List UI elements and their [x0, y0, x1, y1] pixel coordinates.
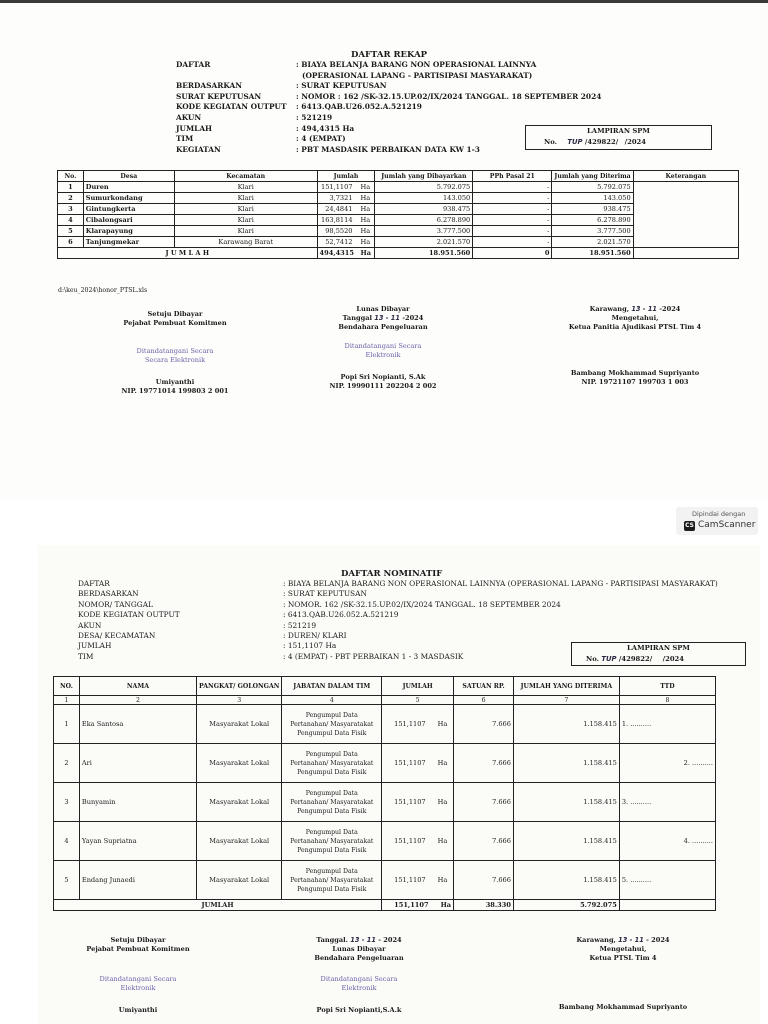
lampiran2-year: /2024 [662, 655, 685, 663]
lampiran-spm-box [525, 125, 712, 150]
row-dibayarkan: 143.050 [375, 193, 473, 204]
rekap-header-value: : 494,4315 Ha [296, 123, 355, 133]
nominatif-header-key: DESA/ KECAMATAN [78, 631, 156, 640]
nominatif-header-row [78, 579, 718, 589]
rekap-page [0, 0, 768, 500]
nominatif-col-number: 7 [513, 696, 619, 705]
jumlah-cell [317, 204, 375, 215]
jumlah-unit: Ha [437, 759, 448, 767]
row-satuan: 7.666 [454, 705, 514, 744]
row-diterima: 3.777.500 [552, 226, 633, 237]
lampiran-spm-box-2 [571, 642, 746, 666]
sig-ppk-line1: Setuju Dibayar [147, 310, 203, 318]
row-desa: Klarapayung [83, 226, 174, 237]
jabatan-line1: Pengumpul Data [305, 750, 358, 758]
sig2-bend-title: Bendahara Pengeluaran [314, 954, 404, 962]
rekap-col-header: Desa [83, 171, 174, 182]
rekap-col-header: Kecamatan [174, 171, 317, 182]
row-jabatan [282, 822, 382, 861]
row-diterima: 143.050 [552, 193, 633, 204]
nominatif-col-number: 2 [79, 696, 196, 705]
nominatif-header-key: KODE KEGIATAN OUTPUT [78, 610, 180, 620]
rekap-table-body [58, 182, 739, 259]
row-diterima: 6.278.890 [552, 215, 633, 226]
row-desa: Sumurkondang [83, 193, 174, 204]
sig-bend-stamp1: Ditandatangani Secara [344, 342, 422, 350]
rekap-header-key: TIM [176, 134, 194, 144]
table-total-row [58, 248, 739, 259]
jabatan-line2: Pertanahan/ Masyaratakat [290, 720, 374, 728]
jumlah-value: 52,7412 [325, 238, 353, 246]
jumlah-value: 151,1107 [394, 720, 426, 728]
nominatif-col-number: 1 [54, 696, 80, 705]
sig2-block-ketua [543, 936, 703, 1012]
rekap-header-value: (OPERASIONAL LAPANG - PARTISIPASI MASYARAKAT) [302, 70, 533, 80]
rekap-col-header: Jumlah [317, 171, 375, 182]
row-kecamatan: Klari [174, 215, 317, 226]
row-no: 2 [54, 744, 80, 783]
row-jumlah [382, 822, 454, 861]
sig-ketua-nip: NIP. 19721107 199703 1 003 [581, 378, 689, 386]
row-no: 1 [58, 182, 84, 193]
nominatif-col-number: 5 [382, 696, 454, 705]
jabatan-line3: Pengumpul Data Fisik [297, 846, 367, 854]
sig-ppk-name: Umiyanthi [155, 378, 195, 386]
jumlah-cell [317, 248, 375, 259]
rekap-header-value: : NOMOR : 162 /SK-32.15.UP.02/IX/2024 TANGGAL. 18 SEPTEMBER 2024 [296, 91, 602, 101]
rekap-table [57, 170, 739, 259]
row-jumlah [382, 861, 454, 900]
sig-ppk-nip: NIP. 19771014 199803 2 001 [121, 387, 229, 395]
nominatif-header-key: JUMLAH [78, 641, 112, 651]
sig2-ketua-name: Bambang Mokhammad Supriyanto [558, 1003, 688, 1011]
jumlah-unit: Ha [360, 194, 371, 202]
nominatif-col-number: 3 [197, 696, 282, 705]
sig2-ketua-mengetahui: Mengetahui, [599, 945, 647, 953]
total-diterima: 18.951.560 [552, 248, 633, 259]
sig-bend-nip: NIP. 19990111 202204 2 002 [329, 382, 437, 390]
row-ttd: 1. .......... [619, 705, 715, 744]
row-jumlah [382, 744, 454, 783]
table-row [54, 861, 716, 900]
sig2-bend-stamp2: Elektronik [341, 984, 377, 992]
row-no: 1 [54, 705, 80, 744]
jabatan-line1: Pengumpul Data [305, 867, 358, 875]
row-kecamatan: Klari [174, 182, 317, 193]
row-nama: Ari [79, 744, 196, 783]
rekap-header-row [176, 71, 532, 81]
jabatan-line1: Pengumpul Data [305, 828, 358, 836]
jumlah-value: 98,5520 [325, 227, 353, 235]
row-keterangan [633, 182, 738, 248]
jumlah-unit: Ha [360, 249, 372, 257]
jumlah-unit: Ha [437, 837, 448, 845]
jumlah-unit: Ha [437, 876, 448, 884]
nominatif-header-value: : 521219 [283, 620, 317, 630]
row-diterima: 5.792.075 [552, 182, 633, 193]
sig-ketua-year: -2024 [659, 305, 681, 313]
nominatif-header-row [78, 621, 316, 631]
row-pph: - [473, 193, 552, 204]
row-kecamatan: Karawang Barat [174, 237, 317, 248]
nominatif-col-header: NAMA [79, 677, 196, 696]
nominatif-header-row [78, 610, 399, 620]
row-no: 4 [58, 215, 84, 226]
row-jabatan [282, 861, 382, 900]
rekap-header-row [176, 102, 422, 112]
sig2-bend-stamp1: Ditandatangani Secara [320, 975, 398, 983]
sig2-ppk-name: Umiyanthi [118, 1006, 158, 1014]
jumlah-unit: Ha [360, 227, 371, 235]
row-desa: Cibalongsari [83, 215, 174, 226]
row-nama: Endang Junaedi [79, 861, 196, 900]
row-nama: Bunyamin [79, 783, 196, 822]
nominatif-header-key: BERDASARKAN [78, 589, 139, 599]
jumlah-value: 163,8114 [321, 216, 353, 224]
row-nama: Yayan Supriatna [79, 822, 196, 861]
rekap-header-value: : 4 (EMPAT) [296, 134, 346, 144]
nominatif-col-header: JUMLAH [382, 677, 454, 696]
jumlah-value: 494,4315 [319, 249, 354, 257]
rekap-header-row [176, 145, 480, 155]
lampiran-title: LAMPIRAN SPM [587, 127, 650, 135]
sig2-bend-lunas: Lunas Dibayar [332, 945, 386, 953]
rekap-header-row [176, 113, 332, 123]
jabatan-line1: Pengumpul Data [305, 789, 358, 797]
nominatif-title: DAFTAR NOMINATIF [341, 569, 443, 579]
nominatif-col-number: 4 [282, 696, 382, 705]
total-satuan: 38.330 [454, 900, 514, 911]
nominatif-col-number: 8 [619, 696, 715, 705]
nominatif-col-header: NO. [54, 677, 80, 696]
row-jumlah [382, 783, 454, 822]
jumlah-unit: Ha [440, 901, 452, 909]
row-jabatan [282, 744, 382, 783]
sig2-ppk-line2: Pejabat Pembuat Komitmen [86, 945, 190, 953]
lampiran-number [526, 136, 711, 148]
rekap-header-key: SURAT KEPUTUSAN [176, 91, 262, 101]
rekap-header-row [176, 134, 346, 144]
nominatif-header-key: TIM [78, 651, 94, 661]
nominatif-col-header: JABATAN DALAM TIM [282, 677, 382, 696]
sig-ketua-name: Bambang Mokhammad Supriyanto [570, 369, 700, 377]
rekap-title: DAFTAR REKAP [351, 50, 428, 60]
row-diterima: 1.158.415 [513, 705, 619, 744]
jumlah-value: 151,1107 [394, 901, 429, 909]
row-satuan: 7.666 [454, 783, 514, 822]
sig2-ppk-stamp1: Ditandatangani Secara [99, 975, 177, 983]
rekap-col-header: Keterangan [633, 171, 738, 182]
sig-ketua-title: Ketua Panitia Ajudikasi PTSL Tim 4 [568, 323, 702, 331]
jumlah-unit: Ha [360, 205, 371, 213]
nominatif-column-numbers [54, 696, 716, 705]
jumlah-unit: Ha [437, 720, 448, 728]
rekap-header-key: AKUN [176, 113, 202, 122]
sig2-ppk-line1: Setuju Dibayar [110, 936, 166, 944]
row-nama: Eka Santosa [79, 705, 196, 744]
sig-block-bendahara [318, 305, 448, 391]
sig-bend-line0: Lunas Dibayar [356, 305, 410, 313]
jumlah-value: 151,1107 [394, 798, 426, 806]
total-pph: 0 [473, 248, 552, 259]
lampiran2-number [572, 653, 745, 665]
sig-bend-stamp2: Elektronik [365, 351, 401, 359]
sig-bend-year: -2024 [402, 314, 424, 322]
row-ttd: 2. .......... [619, 744, 715, 783]
rekap-header-row [176, 92, 601, 102]
row-pangkat: Masyarakat Lokal [197, 783, 282, 822]
nominatif-page [38, 545, 760, 1024]
row-desa: Tanjungmekar [83, 237, 174, 248]
sig2-ketua-city: Karawang, [576, 936, 616, 944]
table-row [58, 182, 739, 193]
nominatif-header-value: : NOMOR. 162 /SK-32.15.UP.02/IX/2024 TANGGAL. 18 SEPTEMBER 2024 [283, 599, 561, 609]
jabatan-line3: Pengumpul Data Fisik [297, 729, 367, 737]
table-row [54, 783, 716, 822]
rekap-header-value: : BIAYA BELANJA BARANG NON OPERASIONAL LAINNYA [296, 60, 537, 69]
rekap-col-header: PPh Pasal 21 [473, 171, 552, 182]
nominatif-header-value: : 4 (EMPAT) - PBT PERBAIKAN 1 - 3 MASDASIK [283, 651, 464, 661]
nominatif-col-number: 6 [454, 696, 514, 705]
sig2-bend-date-hand: 13 - 11 [350, 936, 376, 944]
row-pangkat: Masyarakat Lokal [197, 744, 282, 783]
nominatif-col-header: PANGKAT/ GOLONGAN [197, 677, 282, 696]
jabatan-line2: Pertanahan/ Masyaratakat [290, 759, 374, 767]
total-jumlah [382, 900, 454, 911]
sig2-ketua-year: - 2024 [646, 936, 670, 944]
camscanner-logo-icon: CS [685, 522, 694, 529]
rekap-header-value: : SURAT KEPUTUSAN [296, 81, 387, 91]
sig2-block-ppk [78, 936, 198, 1015]
sig-block-ppk [110, 310, 240, 396]
sig-ketua-date-hand: 13 - 11 [631, 305, 657, 313]
row-no: 4 [54, 822, 80, 861]
jabatan-line2: Pertanahan/ Masyaratakat [290, 798, 374, 806]
lampiran2-no-label: No. [586, 655, 599, 663]
rekap-header-value: : 521219 [296, 113, 333, 122]
row-no: 3 [54, 783, 80, 822]
row-diterima: 1.158.415 [513, 783, 619, 822]
table-row [54, 822, 716, 861]
row-dibayarkan: 6.278.890 [375, 215, 473, 226]
row-diterima: 1.158.415 [513, 861, 619, 900]
sig-ketua-mengetahui: Mengetahui, [611, 314, 659, 322]
table-total-row [54, 900, 716, 911]
page-top-edge [0, 0, 768, 3]
nominatif-header-row [78, 652, 463, 662]
row-pph: - [473, 226, 552, 237]
row-no: 5 [58, 226, 84, 237]
row-diterima: 938.475 [552, 204, 633, 215]
sig2-bend-tanggal: Tanggal. [316, 936, 348, 944]
nominatif-header-row [78, 641, 336, 651]
total-keterangan [633, 248, 738, 259]
jumlah-value: 3,7321 [329, 194, 353, 202]
nominatif-col-header: JUMLAH YANG DITERIMA [513, 677, 619, 696]
rekap-header-key: JUMLAH [176, 123, 213, 133]
rekap-header-row [176, 124, 354, 134]
row-pph: - [473, 204, 552, 215]
sig-block-ketua [555, 305, 715, 387]
row-diterima: 2.021.570 [552, 237, 633, 248]
row-kecamatan: Klari [174, 226, 317, 237]
lampiran-year: /2024 [624, 138, 647, 146]
nominatif-header-row [78, 631, 347, 641]
sig-bend-tanggal: Tanggal [342, 314, 372, 322]
total-diterima: 5.792.075 [513, 900, 619, 911]
nominatif-col-header: SATUAN RP. [454, 677, 514, 696]
row-satuan: 7.666 [454, 861, 514, 900]
rekap-col-header: Jumlah yang Dibayarkan [375, 171, 473, 182]
rekap-col-header: Jumlah yang Diterima [552, 171, 633, 182]
nominatif-header-value: : BIAYA BELANJA BARANG NON OPERASIONAL LAINNYA (OPERASIONAL LAPANG - PARTISIPASI MASYARAKAT) [283, 579, 718, 588]
row-diterima: 1.158.415 [513, 822, 619, 861]
sig2-ketua-date-hand: 13 - 11 [618, 936, 644, 944]
lampiran2-ref: /429822/ [618, 655, 653, 663]
row-pangkat: Masyarakat Lokal [197, 822, 282, 861]
jumlah-value: 151,1107 [394, 876, 426, 884]
row-desa: Duren [83, 182, 174, 193]
row-dibayarkan: 2.021.570 [375, 237, 473, 248]
rekap-header-row [176, 81, 386, 91]
sig-ppk-line2: Pejabat Pembuat Komitmen [123, 319, 227, 327]
sig2-block-bendahara [294, 936, 424, 1015]
rekap-header-key: KEGIATAN [176, 144, 221, 154]
lampiran-no-label: No. [544, 138, 557, 146]
sig-ppk-stamp2: Secara Elektronik [144, 356, 206, 364]
sig-ketua-city: Karawang, [589, 305, 630, 313]
sig2-ppk-stamp2: Elektronik [120, 984, 156, 992]
row-pangkat: Masyarakat Lokal [197, 861, 282, 900]
rekap-table-header [58, 171, 739, 182]
rekap-header-key [176, 71, 296, 81]
rekap-header-value: : PBT MASDASIK PERBAIKAN DATA KW 1-3 [296, 144, 480, 154]
jumlah-value: 151,1107 [321, 183, 353, 191]
nominatif-header-value: : DUREN/ KLARI [283, 631, 347, 640]
nominatif-header-value: : 6413.QAB.U26.052.A.521219 [283, 610, 399, 620]
sig-bend-date-hand: 13 - 11 [374, 314, 400, 322]
table-row [54, 705, 716, 744]
row-satuan: 7.666 [454, 822, 514, 861]
nominatif-header-row [78, 600, 561, 610]
total-label: J U M L A H [58, 248, 318, 259]
lampiran-handwritten: TUP [567, 138, 583, 146]
row-ttd: 4. .......... [619, 822, 715, 861]
rekap-col-header: No. [58, 171, 84, 182]
jabatan-line2: Pertanahan/ Masyaratakat [290, 837, 374, 845]
row-no: 3 [58, 204, 84, 215]
sig-bend-name: Popi Sri Nopianti, S.Ak [340, 373, 426, 381]
sig2-ketua-title: Ketua PTSL Tim 4 [589, 954, 657, 962]
rekap-header-value: : 6413.QAB.U26.052.A.521219 [296, 102, 422, 112]
jumlah-cell [317, 226, 375, 237]
rekap-header-key: BERDASARKAN [176, 81, 242, 91]
sig-ppk-stamp1: Ditandatangani Secara [136, 347, 214, 355]
row-dibayarkan: 938.475 [375, 204, 473, 215]
row-diterima: 1.158.415 [513, 744, 619, 783]
row-pph: - [473, 215, 552, 226]
total-label: JUMLAH [54, 900, 382, 911]
lampiran-ref: /429822/ [584, 138, 619, 146]
nominatif-header-row [78, 589, 367, 599]
row-jumlah [382, 705, 454, 744]
row-jabatan [282, 705, 382, 744]
nominatif-header-value: : 151,1107 Ha [283, 641, 337, 651]
rekap-header-key: KODE KEGIATAN OUTPUT [176, 102, 287, 112]
row-satuan: 7.666 [454, 744, 514, 783]
row-kecamatan: Klari [174, 193, 317, 204]
rekap-header-key: DAFTAR [176, 60, 211, 69]
nominatif-table-header [54, 677, 716, 696]
rekap-header-row [176, 60, 536, 70]
file-path: d:\keu_2024\honor_PTSL.xls [58, 287, 148, 294]
row-no: 5 [54, 861, 80, 900]
nominatif-table [53, 676, 716, 911]
nominatif-header-key: NOMOR/ TANGGAL [78, 599, 153, 609]
jabatan-line3: Pengumpul Data Fisik [297, 807, 367, 815]
row-ttd: 5. .......... [619, 861, 715, 900]
jumlah-unit: Ha [437, 798, 448, 806]
jabatan-line1: Pengumpul Data [305, 711, 358, 719]
row-pph: - [473, 182, 552, 193]
nominatif-header-value: : SURAT KEPUTUSAN [283, 589, 367, 599]
row-pph: - [473, 237, 552, 248]
camscanner-watermark [676, 507, 758, 535]
jumlah-value: 24,4841 [325, 205, 353, 213]
row-ttd: 3. .......... [619, 783, 715, 822]
jumlah-unit: Ha [360, 216, 371, 224]
jabatan-line2: Pertanahan/ Masyaratakat [290, 876, 374, 884]
lampiran2-title: LAMPIRAN SPM [627, 644, 690, 652]
nominatif-table-body [54, 705, 716, 911]
row-dibayarkan: 5.792.075 [375, 182, 473, 193]
nominatif-col-header: TTD [619, 677, 715, 696]
row-desa: Gintungkerta [83, 204, 174, 215]
jumlah-value: 151,1107 [394, 759, 426, 767]
jabatan-line3: Pengumpul Data Fisik [297, 768, 367, 776]
jumlah-value: 151,1107 [394, 837, 426, 845]
jumlah-cell [317, 215, 375, 226]
row-no: 2 [58, 193, 84, 204]
sig-bend-title: Bendahara Pengeluaran [338, 323, 428, 331]
total-ttd [619, 900, 715, 911]
table-row [54, 744, 716, 783]
camscanner-text2: CamScanner [698, 520, 756, 530]
row-no: 6 [58, 237, 84, 248]
jumlah-unit: Ha [360, 238, 371, 246]
sig2-bend-year: - 2024 [378, 936, 402, 944]
sig2-bend-name: Popi Sri Nopianti,S.A.k [316, 1006, 402, 1014]
jumlah-cell [317, 237, 375, 248]
total-dibayarkan: 18.951.560 [375, 248, 473, 259]
row-pangkat: Masyarakat Lokal [197, 705, 282, 744]
row-jabatan [282, 783, 382, 822]
nominatif-header-key: DAFTAR [78, 579, 110, 588]
row-kecamatan: Klari [174, 204, 317, 215]
camscanner-text1: Dipindai dengan [692, 510, 746, 518]
jabatan-line3: Pengumpul Data Fisik [297, 885, 367, 893]
row-dibayarkan: 3.777.500 [375, 226, 473, 237]
jumlah-cell [317, 193, 375, 204]
lampiran2-handwritten: TUP [601, 655, 617, 663]
nominatif-header-key: AKUN [78, 620, 102, 630]
jumlah-unit: Ha [360, 183, 371, 191]
jumlah-cell [317, 182, 375, 193]
